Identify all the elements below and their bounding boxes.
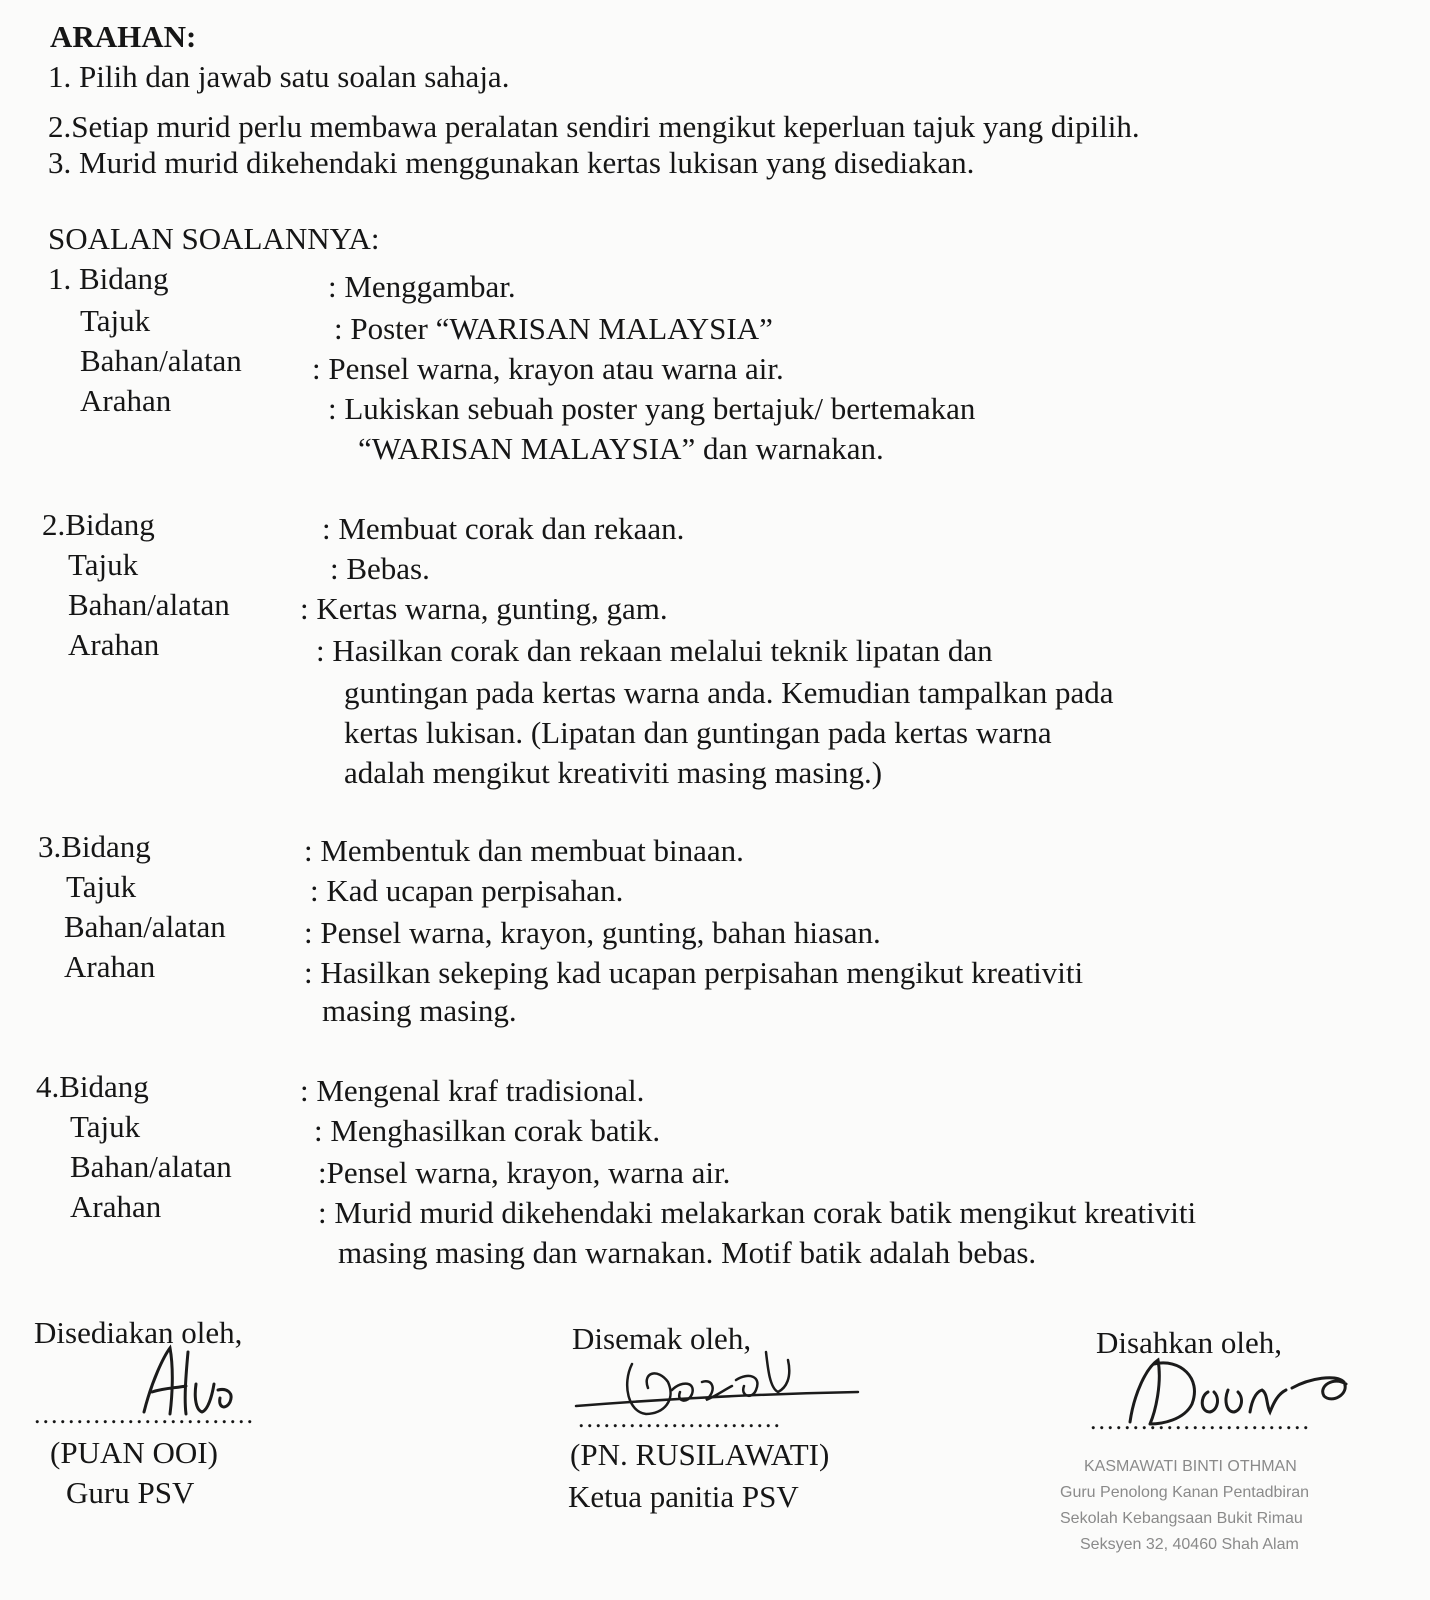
q4-bahan-value: :Pensel warna, krayon, warna air. <box>318 1155 731 1190</box>
q4-bidang-value: : Mengenal kraf tradisional. <box>300 1073 645 1108</box>
q1-bidang-value: : Menggambar. <box>328 269 516 304</box>
preparer-name: (PUAN OOI) <box>50 1435 218 1470</box>
q1-tajuk-value: : Poster “WARISAN MALAYSIA” <box>334 311 773 346</box>
q2-bidang-label: 2.Bidang <box>42 507 155 542</box>
official-stamp <box>1060 1454 1309 1558</box>
q2-arahan-line: guntingan pada kertas warna anda. Kemudian tampalkan pada <box>344 675 1114 710</box>
approved-by-caption: Disahkan oleh, <box>1096 1325 1282 1360</box>
preparer-role: Guru PSV <box>66 1475 195 1510</box>
q3-bidang-value: : Membentuk dan membuat binaan. <box>304 833 744 868</box>
signature-line: .......................... <box>1090 1406 1311 1435</box>
q3-tajuk-label: Tajuk <box>66 869 137 904</box>
prepared-by-caption: Disediakan oleh, <box>34 1315 243 1350</box>
stamp-line: Guru Penolong Kanan Pentadbiran <box>1060 1484 1310 1501</box>
q3-arahan-label: Arahan <box>64 949 156 984</box>
q2-arahan-line: kertas lukisan. (Lipatan dan guntingan pada kertas warna <box>344 715 1052 750</box>
q1-arahan-line: “WARISAN MALAYSIA” dan warnakan. <box>358 431 884 466</box>
instructions-heading: ARAHAN: <box>50 19 197 54</box>
instruction-item: 1. Pilih dan jawab satu soalan sahaja. <box>48 59 510 94</box>
q2-tajuk-label: Tajuk <box>68 547 139 582</box>
q4-arahan-line: : Murid murid dikehendaki melakarkan corak batik mengikut kreativiti <box>318 1195 1197 1230</box>
q3-bidang-label: 3.Bidang <box>38 829 151 864</box>
instruction-item: 3. Murid murid dikehendaki menggunakan kertas lukisan yang disediakan. <box>48 145 975 180</box>
q2-bidang-value: : Membuat corak dan rekaan. <box>322 511 685 546</box>
q3-arahan-line: : Hasilkan sekeping kad ucapan perpisahan mengikut kreativiti <box>304 955 1084 990</box>
q4-arahan-label: Arahan <box>70 1189 162 1224</box>
instruction-item: 2.Setiap murid perlu membawa peralatan sendiri mengikut keperluan tajuk yang dipilih. <box>48 109 1140 144</box>
stamp-line: Seksyen 32, 40460 Shah Alam <box>1080 1536 1299 1553</box>
q1-tajuk-label: Tajuk <box>80 303 151 338</box>
q2-arahan-line: : Hasilkan corak dan rekaan melalui teknik lipatan dan <box>316 633 993 668</box>
q4-bidang-label: 4.Bidang <box>36 1069 149 1104</box>
signature-line: .......................... <box>34 1400 255 1429</box>
q2-tajuk-value: : Bebas. <box>330 551 430 586</box>
stamp-line: Sekolah Kebangsaan Bukit Rimau <box>1060 1510 1303 1527</box>
q2-bahan-value: : Kertas warna, gunting, gam. <box>300 591 668 626</box>
q2-arahan-label: Arahan <box>68 627 160 662</box>
q3-arahan-line: masing masing. <box>322 993 517 1028</box>
q1-bahan-label: Bahan/alatan <box>80 343 242 378</box>
signature-line: ........................ <box>578 1404 782 1433</box>
q3-bahan-label: Bahan/alatan <box>64 909 226 944</box>
q3-bahan-value: : Pensel warna, krayon, gunting, bahan hiasan. <box>304 915 881 950</box>
q4-tajuk-label: Tajuk <box>70 1109 141 1144</box>
q4-tajuk-value: : Menghasilkan corak batik. <box>314 1113 661 1148</box>
q3-tajuk-value: : Kad ucapan perpisahan. <box>310 873 624 908</box>
q4-arahan-line: masing masing dan warnakan. Motif batik adalah bebas. <box>338 1235 1037 1270</box>
q1-arahan-line: : Lukiskan sebuah poster yang bertajuk/ bertemakan <box>328 391 976 426</box>
q2-bahan-label: Bahan/alatan <box>68 587 230 622</box>
q1-arahan-label: Arahan <box>80 383 172 418</box>
q2-arahan-line: adalah mengikut kreativiti masing masing.) <box>344 755 883 790</box>
checker-name: (PN. RUSILAWATI) <box>570 1437 830 1472</box>
checker-role: Ketua panitia PSV <box>568 1479 799 1514</box>
questions-heading: SOALAN SOALANNYA: <box>48 221 380 256</box>
q4-bahan-label: Bahan/alatan <box>70 1149 232 1184</box>
q1-bahan-value: : Pensel warna, krayon atau warna air. <box>312 351 784 386</box>
q1-bidang-label: 1. Bidang <box>48 261 169 296</box>
stamp-line: KASMAWATI BINTI OTHMAN <box>1084 1458 1297 1475</box>
checked-by-caption: Disemak oleh, <box>572 1321 752 1356</box>
